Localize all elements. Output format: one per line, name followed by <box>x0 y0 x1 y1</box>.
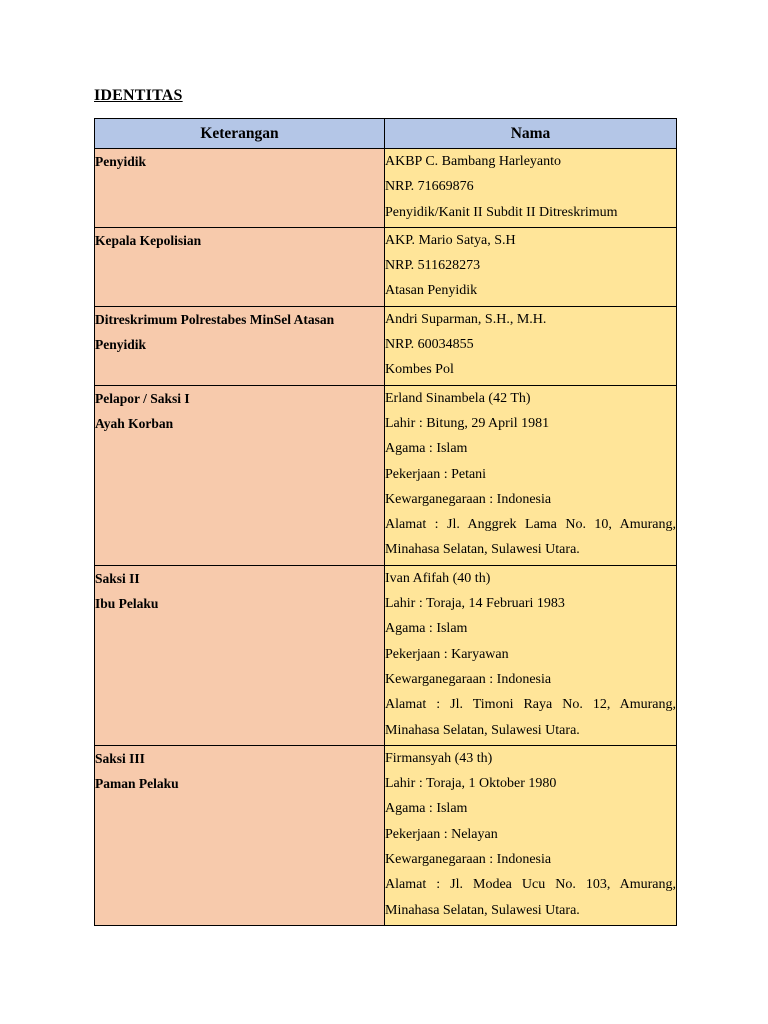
nama-cell <box>385 385 677 565</box>
keterangan-cell <box>95 149 385 228</box>
nama-text: Pekerjaan : Nelayan <box>385 826 498 842</box>
keterangan-text: Saksi III <box>95 750 145 766</box>
nama-text: Kombes Pol <box>385 362 454 378</box>
table-row <box>95 565 677 745</box>
nama-text: Alamat : Jl. Anggrek Lama No. 10, Amurang, Minahasa Selatan, Sulawesi Utara. <box>385 517 676 558</box>
nama-text: Lahir : Bitung, 29 April 1981 <box>385 415 550 431</box>
keterangan-text: Penyidik <box>95 337 147 353</box>
nama-text: Kewarganegaraan : Indonesia <box>385 671 552 687</box>
column-header-nama: Nama <box>385 119 677 149</box>
nama-text: Ivan Afifah (40 th) <box>385 570 491 586</box>
nama-text: Alamat : Jl. Timoni Raya No. 12, Amurang, Minahasa Selatan, Sulawesi Utara. <box>385 697 676 738</box>
nama-text: Firmansyah (43 th) <box>385 750 493 766</box>
keterangan-text: Ayah Korban <box>95 415 174 431</box>
keterangan-text: Penyidik <box>95 154 147 169</box>
nama-text: Kewarganegaraan : Indonesia <box>385 852 552 868</box>
nama-cell <box>385 565 677 745</box>
keterangan-text: Ditreskrimum Polrestabes MinSel Atasan <box>95 311 335 327</box>
document-heading: IDENTITAS <box>94 87 183 104</box>
nama-text: Pekerjaan : Petani <box>385 466 487 482</box>
table-row <box>95 745 677 925</box>
nama-cell <box>385 149 677 228</box>
nama-cell <box>385 227 677 306</box>
table-row <box>95 385 677 565</box>
keterangan-text: Saksi II <box>95 570 140 586</box>
nama-text: Atasan Penyidik <box>385 283 478 299</box>
nama-cell <box>385 745 677 925</box>
nama-text: AKBP C. Bambang Harleyanto <box>385 154 562 169</box>
table-row <box>95 227 677 306</box>
nama-text: Lahir : Toraja, 1 Oktober 1980 <box>385 776 557 792</box>
table-row <box>95 149 677 228</box>
nama-text: AKP. Mario Satya, S.H <box>385 232 516 248</box>
nama-text: NRP. 60034855 <box>385 337 474 353</box>
nama-text: Alamat : Jl. Modea Ucu No. 103, Amurang, Minahasa Selatan, Sulawesi Utara. <box>385 877 676 918</box>
table-header-row <box>95 119 677 149</box>
nama-text: NRP. 511628273 <box>385 258 481 274</box>
nama-cell <box>385 306 677 385</box>
keterangan-cell <box>95 565 385 745</box>
nama-text: NRP. 71669876 <box>385 179 474 195</box>
nama-text: Kewarganegaraan : Indonesia <box>385 491 552 507</box>
nama-text: Agama : Islam <box>385 801 468 817</box>
keterangan-cell <box>95 385 385 565</box>
nama-text: Pekerjaan : Karyawan <box>385 646 509 662</box>
identity-table <box>94 118 677 926</box>
keterangan-text: Kepala Kepolisian <box>95 232 202 248</box>
column-header-keterangan: Keterangan <box>95 119 385 149</box>
table-row <box>95 306 677 385</box>
keterangan-text: Pelapor / Saksi I <box>95 390 190 406</box>
keterangan-cell <box>95 306 385 385</box>
nama-text: Agama : Islam <box>385 441 468 457</box>
keterangan-cell <box>95 745 385 925</box>
keterangan-text: Ibu Pelaku <box>95 596 159 612</box>
nama-text: Agama : Islam <box>385 621 468 637</box>
keterangan-text: Paman Pelaku <box>95 776 179 792</box>
nama-text: Penyidik/Kanit II Subdit II Ditreskrimum <box>385 204 618 220</box>
nama-text: Erland Sinambela (42 Th) <box>385 390 531 406</box>
nama-text: Andri Suparman, S.H., M.H. <box>385 311 547 327</box>
nama-text: Lahir : Toraja, 14 Februari 1983 <box>385 596 565 612</box>
keterangan-cell <box>95 227 385 306</box>
